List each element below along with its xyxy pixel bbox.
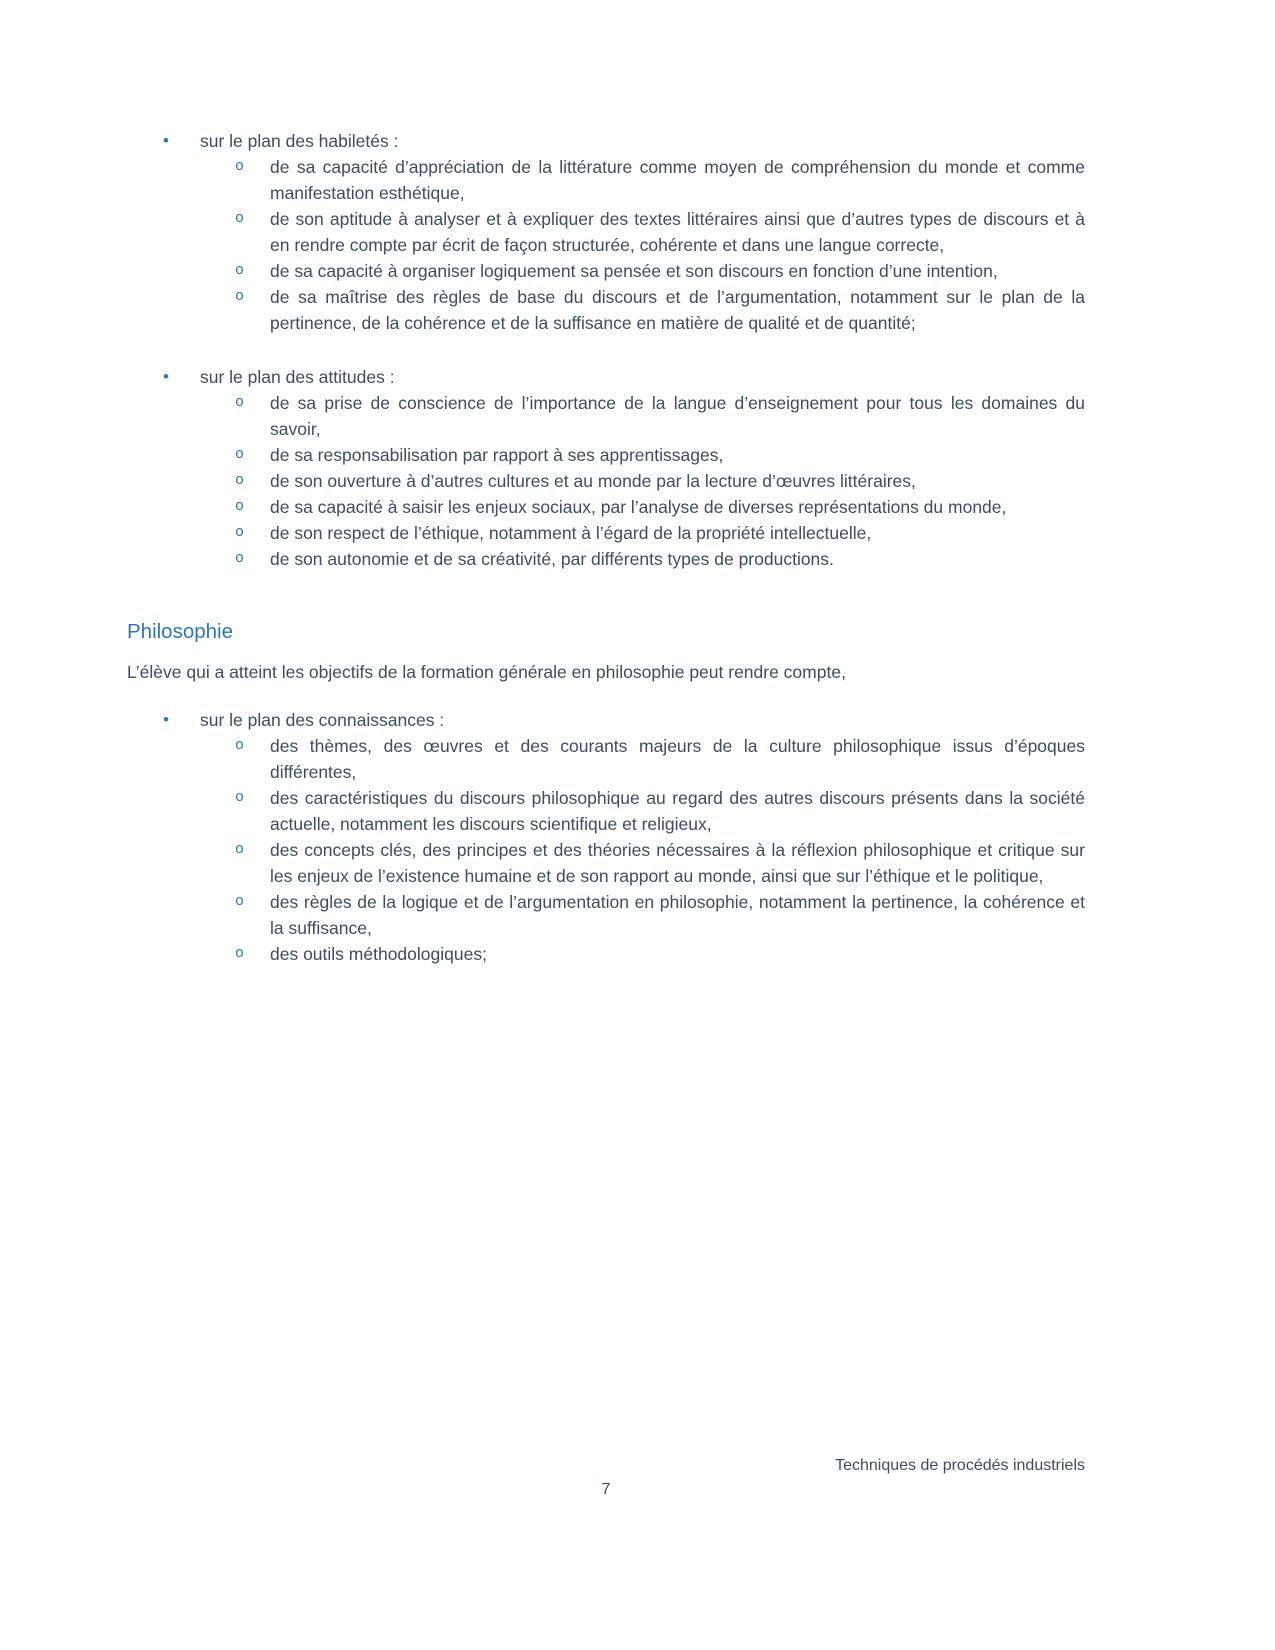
sub-list-item-text: de sa capacité à saisir les enjeux sociaux, par l’analyse de diverses représentations du monde, (270, 497, 1007, 517)
sub-list-item-text: des concepts clés, des principes et des théories nécessaires à la réflexion philosophique et critique sur les enjeux de l’existence humaine et de son rapport au monde, ainsi que sur l’éthique et le politique, (270, 840, 1085, 886)
section-habiletes (127, 128, 1085, 336)
circle-bullet-icon: o (235, 288, 245, 305)
section-heading-philosophie: Philosophie (127, 620, 233, 643)
circle-bullet-icon: o (235, 394, 245, 411)
list-item (163, 707, 1085, 733)
circle-bullet-icon: o (235, 841, 245, 858)
bullet-icon: • (163, 367, 169, 386)
circle-bullet-icon: o (235, 210, 245, 227)
page-content (127, 128, 1085, 967)
circle-bullet-icon: o (235, 737, 245, 754)
sub-list-item (235, 837, 1085, 889)
sub-list-item-text: des thèmes, des œuvres et des courants majeurs de la culture philosophique issus d’époques différentes, (270, 736, 1085, 782)
sub-list-item (235, 154, 1085, 206)
sub-list-item (235, 785, 1085, 837)
circle-bullet-icon: o (235, 472, 245, 489)
sub-list-item-text: des outils méthodologiques; (270, 944, 487, 964)
bullet-icon: • (163, 131, 169, 150)
list-item (163, 364, 1085, 390)
sub-list-item (235, 206, 1085, 258)
list-item-label: sur le plan des attitudes : (200, 367, 395, 387)
sub-list-item-text: de son autonomie et de sa créativité, par différents types de productions. (270, 549, 834, 569)
circle-bullet-icon: o (235, 789, 245, 806)
sub-list-item (235, 468, 1085, 494)
section-attitudes (127, 364, 1085, 572)
sub-list-item-text: de son aptitude à analyser et à expliquer des textes littéraires ainsi que d’autres types de discours et à en rendre compte par écrit de façon structurée, cohérente et dans une langue correcte, (270, 209, 1085, 255)
sub-list-item-text: de sa capacité à organiser logiquement sa pensée et son discours en fonction d’une intention, (270, 261, 998, 281)
sub-list-item (235, 889, 1085, 941)
sub-list-item-text: des règles de la logique et de l’argumentation en philosophie, notamment la pertinence, la cohérence et la suffisance, (270, 892, 1085, 938)
list-item-label: sur le plan des habiletés : (200, 131, 399, 151)
sub-list-item (235, 520, 1085, 546)
sub-list-item (235, 442, 1085, 468)
list-item (163, 128, 1085, 154)
circle-bullet-icon: o (235, 524, 245, 541)
page-number: 7 (601, 1481, 611, 1498)
footer-document-title: Techniques de procédés industriels (835, 1457, 1085, 1474)
list-item-label: sur le plan des connaissances : (200, 710, 445, 730)
sub-list-item (235, 258, 1085, 284)
bullet-icon: • (163, 710, 169, 729)
sub-list-item-text: des caractéristiques du discours philosophique au regard des autres discours présents dans la société actuelle, notamment les discours scientifique et religieux, (270, 788, 1085, 834)
sub-list-item (235, 733, 1085, 785)
circle-bullet-icon: o (235, 893, 245, 910)
sub-list-item-text: de son respect de l’éthique, notamment à l’égard de la propriété intellectuelle, (270, 523, 872, 543)
sub-list-item (235, 284, 1085, 336)
section-connaissances (127, 707, 1085, 967)
sub-list-item (235, 494, 1085, 520)
sub-list-item (235, 546, 1085, 572)
sub-list-item-text: de sa responsabilisation par rapport à ses apprentissages, (270, 445, 724, 465)
circle-bullet-icon: o (235, 945, 245, 962)
sub-list-item (235, 390, 1085, 442)
sub-list-item (235, 941, 1085, 967)
circle-bullet-icon: o (235, 262, 245, 279)
circle-bullet-icon: o (235, 158, 245, 175)
circle-bullet-icon: o (235, 446, 245, 463)
intro-paragraph: L’élève qui a atteint les objectifs de la formation générale en philosophie peut rendre compte, (127, 662, 846, 682)
circle-bullet-icon: o (235, 550, 245, 567)
sub-list-item-text: de son ouverture à d’autres cultures et au monde par la lecture d’œuvres littéraires, (270, 471, 916, 491)
sub-list-item-text: de sa capacité d’appréciation de la littérature comme moyen de compréhension du monde et comme manifestation esthétique, (270, 157, 1085, 203)
sub-list-item-text: de sa maîtrise des règles de base du discours et de l’argumentation, notamment sur le plan de la pertinence, de la cohérence et de la suffisance en matière de qualité et de quantité; (270, 287, 1085, 333)
sub-list-item-text: de sa prise de conscience de l’importance de la langue d’enseignement pour tous les domaines du savoir, (270, 393, 1085, 439)
circle-bullet-icon: o (235, 498, 245, 515)
